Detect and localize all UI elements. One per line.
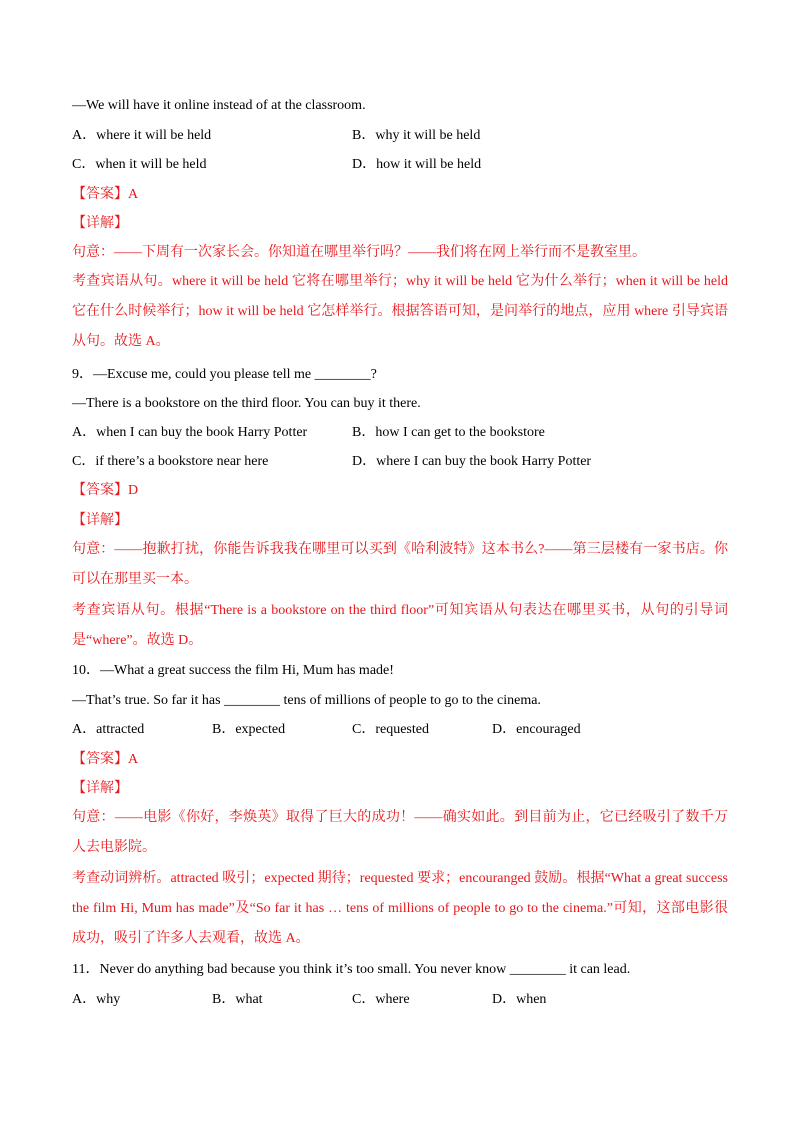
q11-option-d: D．when [492, 992, 547, 1007]
q10-detail-label: 【详解】 [72, 781, 128, 796]
q8-answer: 【答案】A [72, 187, 139, 202]
q10-option-a: A．attracted [72, 722, 145, 737]
q9-option-b: B．how I can get to the bookstore [352, 425, 545, 440]
q9-option-c: C．if there’s a bookstore near here [72, 454, 269, 469]
q8-meaning: 句意：——下周有一次家长会。你知道在哪里举行吗？——我们将在网上举行而不是教室里。 [72, 245, 646, 260]
q8-option-b: B．why it will be held [352, 128, 481, 143]
q10-option-c: C．requested [352, 722, 429, 737]
q8-option-a: A．where it will be held [72, 128, 212, 143]
q10-question: 10．—What a great success the film Hi, Mum has made! [72, 663, 394, 678]
q9-question: 9．—Excuse me, could you please tell me ________? [72, 367, 377, 382]
q10-option-b: B．expected [212, 722, 286, 737]
q8-option-d: D．how it will be held [352, 157, 482, 172]
q10-meaning: 句意：——电影《你好，李焕英》取得了巨大的成功！——确实如此。到目前为止，它已经吸引了数千万人去电影院。 [72, 810, 728, 855]
q11-option-b: B．what [212, 992, 263, 1007]
q9-option-a: A．when I can buy the book Harry Potter [72, 425, 308, 440]
q8-detail-label: 【详解】 [72, 216, 128, 231]
q9-meaning: 句意：——抱歉打扰，你能告诉我我在哪里可以买到《哈利波特》这本书么?——第三层楼有一家书店。你可以在那里买一本。 [72, 542, 728, 587]
q9-detail-label: 【详解】 [72, 513, 128, 528]
q11-question: 11．Never do anything bad because you think it’s too small. You never know ________ it can lead. [72, 962, 631, 977]
q8-option-c: C．when it will be held [72, 157, 207, 172]
q9-answer: 【答案】D [72, 483, 139, 498]
q10-explanation: 考查动词辨析。attracted 吸引；expected 期待；requested 要求；encouranged 鼓励。根据“What a great success the film Hi, Mum has made”及“So far it has … tens of millions of people to go to the cinema.”可知，这部电影很成功，吸引了许多人去观看，故选 A。 [72, 871, 728, 946]
q10-option-d: D．encouraged [492, 722, 581, 737]
q11-option-a: A．why [72, 992, 121, 1007]
q8-explanation: 考查宾语从句。where it will be held 它将在哪里举行；why it will be held 它为什么举行；when it will be held 它在什么时候举行；how it will be held 它怎样举行。根据答语可知，是问举行的地点，应用 where 引导宾语从句。故选 A。 [72, 274, 728, 349]
q11-option-c: C．where [352, 992, 410, 1007]
q9-explanation: 考查宾语从句。根据“There is a bookstore on the third floor”可知宾语从句表达在哪里买书，从句的引导词是“where”。故选 D。 [72, 603, 728, 648]
q10-response: —That’s true. So far it has ________ tens of millions of people to go to the cinema. [72, 693, 541, 708]
q8-response: —We will have it online instead of at the classroom. [72, 98, 366, 113]
q9-response: —There is a bookstore on the third floor. You can buy it there. [72, 396, 421, 411]
q9-option-d: D．where I can buy the book Harry Potter [352, 454, 592, 469]
q10-answer: 【答案】A [72, 752, 139, 767]
